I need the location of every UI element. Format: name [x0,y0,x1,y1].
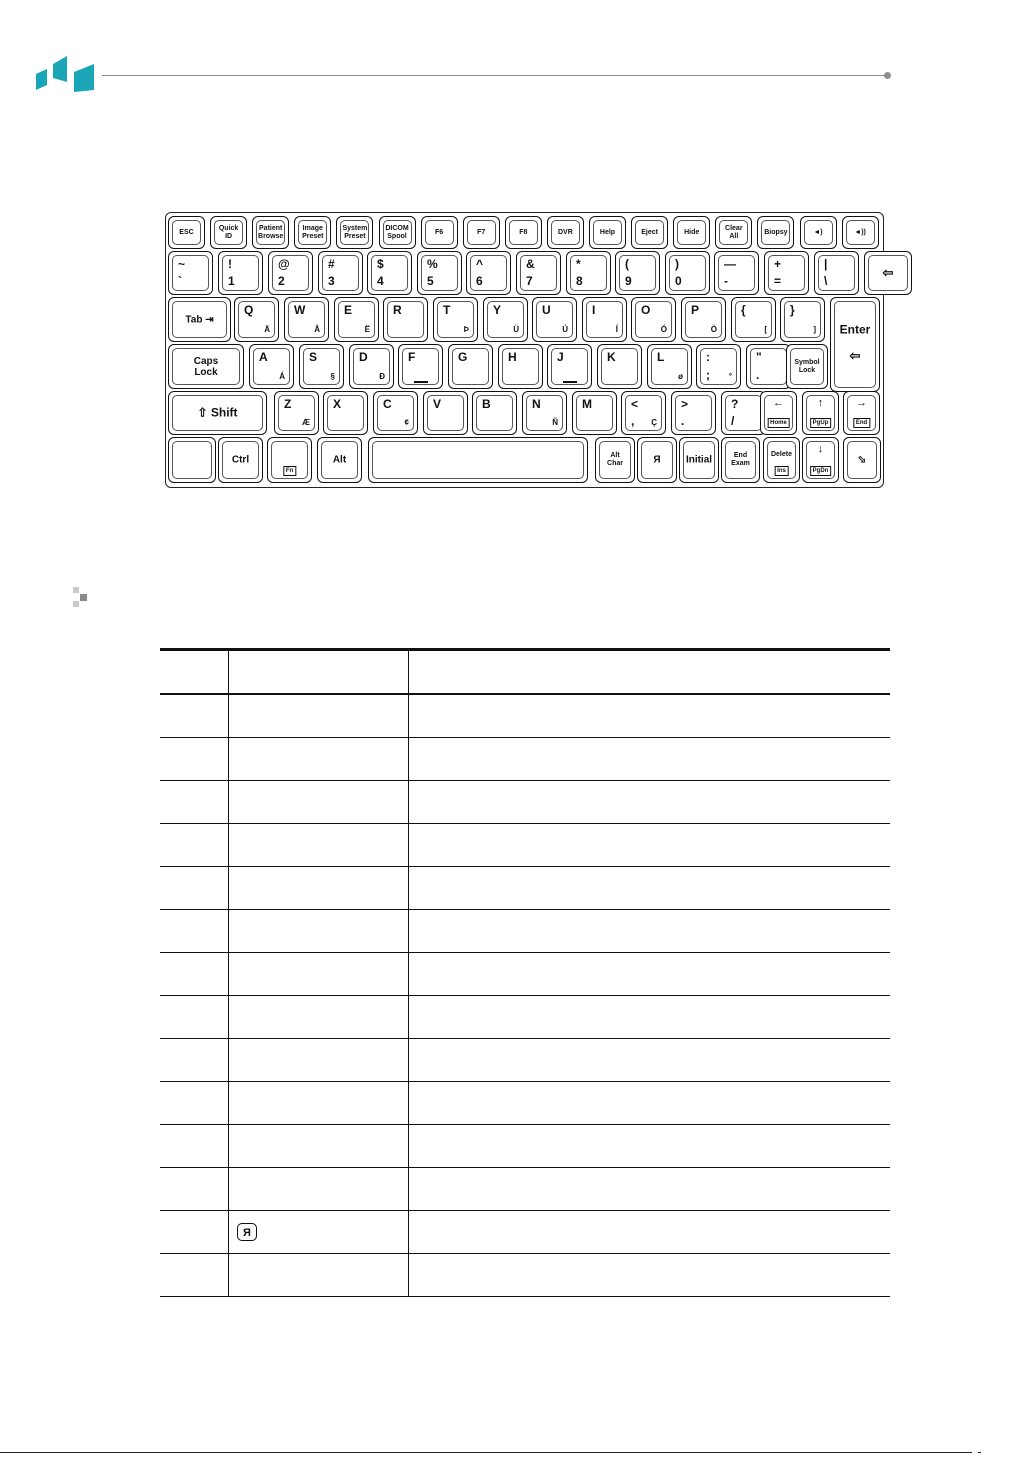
key-alt-label: Ç [651,418,657,427]
key-row4-8 [597,344,642,389]
key-volume-16 [842,216,879,249]
key-row4-12 [786,344,828,389]
table-cell [160,1254,229,1297]
key-sub-label: PgUp [810,418,832,428]
table-cell [160,996,229,1039]
key-label: Caps Lock [193,355,219,378]
key-row5-0 [168,391,267,435]
key-alt-label: [ [764,325,767,334]
key-row3-2 [284,297,329,342]
key-row5-5 [472,391,517,435]
key-hide [673,216,710,249]
key-top-label: } [790,303,795,317]
key-top-label: U [542,303,551,317]
key-alt-label: ° [728,372,732,381]
key-top-label: J [557,350,564,364]
key-label: Delete [770,450,792,458]
key-number-0 [168,251,213,295]
key-alt-label: Æ [302,418,310,427]
backspace-icon: ⇦ [882,265,894,280]
key-patient-browse [252,216,289,249]
key-bottom-label: 5 [427,274,434,288]
key-label: Eject [641,228,658,236]
key-label: Help [599,228,616,236]
key-top-label: > [681,397,689,411]
key-row5-2 [323,391,368,435]
key-top-label: M [582,397,592,411]
key-alt-label: ø [678,372,683,381]
key-row6-6 [637,437,677,483]
key-label: System Preset [342,224,368,240]
table-row [160,738,890,781]
key-row4-6 [498,344,543,389]
key-row5-13 [843,391,880,435]
table-cell [409,996,891,1039]
key-top-label: ) [675,257,679,271]
section-bullet-icon [73,587,95,609]
key-top-label: Z [284,397,292,411]
key-number-7 [516,251,561,295]
table-cell [160,694,229,738]
key-top-label: B [482,397,491,411]
key-label: Alt [332,454,347,466]
key-top-label: C [383,397,392,411]
key-label: End Exam [731,452,750,467]
key-sub-label: Home [767,418,790,428]
key-number-8 [566,251,611,295]
key-number-4 [367,251,412,295]
key-row6-7 [679,437,719,483]
key-row3-6 [483,297,528,342]
table-cell [409,1082,891,1125]
table-cell [160,781,229,824]
key-label: Я [653,454,661,466]
key-bottom-label: ; [706,368,710,382]
table-row [160,1168,890,1211]
table-cell [160,1039,229,1082]
key-image-preset [294,216,331,249]
key-top-label: D [359,350,368,364]
key-row4-7 [547,344,592,389]
key-row3-5 [433,297,478,342]
key-sub-label: Fn [283,466,296,476]
key-row5-12 [802,391,839,435]
key-row6-10 [802,437,839,483]
key-row6-3 [317,437,362,483]
key-top-label: ^ [476,257,484,271]
key-f6 [421,216,458,249]
key-top-label: T [443,303,451,317]
key-label: ⬂ [857,454,867,466]
key-top-label: O [641,303,651,317]
key-top-label: " [756,350,762,364]
key-bottom-label: , [631,414,635,428]
table-row [160,824,890,867]
key-quick-id [210,216,247,249]
key-number-10 [665,251,710,295]
key-top-label: P [691,303,700,317]
table-cell [160,1125,229,1168]
footer-tick [978,1452,981,1453]
arrow-icon: → [856,397,867,409]
key-top-label: H [508,350,517,364]
table-row [160,1039,890,1082]
key-row6-9 [763,437,800,483]
key-number-13 [814,251,859,295]
key-number-3 [318,251,363,295]
table-cell [409,953,891,996]
key-bottom-label: - [724,274,728,288]
table-cell [160,1168,229,1211]
key-row3-3 [334,297,379,342]
header-dot [884,72,891,79]
table-cell [409,694,891,738]
key-row6-2 [267,437,312,483]
key-label: Patient Browse [258,224,284,240]
table-cell [229,781,409,824]
key-esc [168,216,205,249]
key-top-label: A [259,350,268,364]
key-top-label: ( [625,257,629,271]
key-row3-7 [532,297,577,342]
header-rule [102,75,886,76]
key-top-label: — [724,257,736,271]
key-top-label: E [344,303,353,317]
key-number-5 [417,251,462,295]
key-row3-8 [582,297,627,342]
key-row3-11 [731,297,776,342]
table-row [160,953,890,996]
key-row5-11 [760,391,797,435]
key-alt-label: Á [279,372,285,381]
key-row6-4 [368,437,588,483]
table-cell [229,738,409,781]
key-volume-15 [800,216,837,249]
table-cell [229,1082,409,1125]
key-top-label: ! [228,257,232,271]
key-label: ◄) [813,228,823,236]
key-label: ◄)) [854,228,866,236]
arrow-icon: ← [773,397,784,409]
table-row [160,867,890,910]
key-label: Enter [839,322,871,337]
key-alt-label: ] [813,325,816,334]
key-label: Quick ID [218,224,239,240]
key-row6-1 [218,437,263,483]
key-label: DICOM Spool [385,224,409,240]
table-cell [409,910,891,953]
key-row4-4 [398,344,443,389]
key-row3-10 [681,297,726,342]
key-bottom-label: 0 [675,274,682,288]
key-bottom-label: 1 [228,274,235,288]
table-cell [229,824,409,867]
table-cell [229,996,409,1039]
key-top-label: V [433,397,442,411]
key-bottom-label: 2 [278,274,285,288]
key-row5-4 [423,391,468,435]
table-cell [409,1039,891,1082]
key-row3-0 [168,297,231,342]
key-row4-0 [168,344,244,389]
key-top-label: G [458,350,468,364]
key-number-9 [615,251,660,295]
key-function-table [160,648,890,1297]
table-cell [229,1254,409,1297]
table-row [160,1254,890,1297]
key-number-2 [268,251,313,295]
key-top-label: # [328,257,335,271]
key-top-label: R [393,303,402,317]
key-row5-1 [274,391,319,435]
arrow-icon: ↑ [817,397,824,409]
key-label: F7 [477,228,486,236]
brand-logo-icon [36,52,98,94]
key-label: F6 [435,228,444,236]
key-alt-label: Þ [463,325,469,334]
table-cell [160,738,229,781]
key-top-label: @ [278,257,290,271]
table-cell [229,867,409,910]
key-label: Hide [684,228,700,236]
key-bottom-label: 9 [625,274,632,288]
table-cell [229,1039,409,1082]
key-f8 [505,216,542,249]
hotkey-icon: Я [237,1223,257,1241]
key-bottom-label: 7 [526,274,533,288]
key-top-label: + [774,257,782,271]
key-row3-9 [631,297,676,342]
table-cell [229,1125,409,1168]
key-enter [830,297,880,392]
key-row3-1 [234,297,279,342]
key-top-label: < [631,397,639,411]
key-row5-6 [522,391,567,435]
table-row [160,910,890,953]
key-top-label: | [824,257,828,271]
key-bottom-label: / [731,414,735,428]
key-label: F8 [519,228,528,236]
key-top-label: Q [244,303,254,317]
table-cell [409,867,891,910]
key-row4-1 [249,344,294,389]
key-bottom-label: ` [178,274,182,288]
key-row4-10 [696,344,741,389]
key-row5-7 [572,391,617,435]
key-top-label: K [607,350,616,364]
key-bottom-label: . [756,368,760,382]
key-label: Initial [685,454,713,466]
key-row6-5 [595,437,635,483]
key-alt-label: Ä [264,325,270,334]
header-no [160,650,229,695]
table-cell [409,1254,891,1297]
key-row4-3 [349,344,394,389]
key-dvr [547,216,584,249]
table-cell [160,867,229,910]
table-cell [229,694,409,738]
table-cell [409,1168,891,1211]
table-row [160,1082,890,1125]
key-label: ESC [179,228,194,236]
key-number-14 [864,251,912,295]
key-alt-label: Ü [513,325,519,334]
key-alt-label: Ð [379,372,385,381]
table-row [160,694,890,738]
footer-rule [0,1452,972,1453]
key-row6-8 [721,437,760,483]
key-top-label: ? [731,397,739,411]
key-number-11 [714,251,759,295]
key-number-1 [218,251,263,295]
key-alt-label: Í [615,325,618,334]
key-top-label: F [408,350,416,364]
key-top-label: ~ [178,257,186,271]
key-label: DVR [558,228,573,236]
key-bottom-label: 8 [576,274,583,288]
key-top-label: { [741,303,746,317]
key-number-12 [764,251,809,295]
key-help [589,216,626,249]
home-row-bump [414,381,428,383]
key-sub-label: PgDn [810,466,832,476]
key-row3-12 [780,297,825,342]
table-cell [160,910,229,953]
key-alt-label: Ö [710,325,717,334]
key-top-label: W [294,303,306,317]
key-row5-9 [671,391,716,435]
table-cell [409,1125,891,1168]
table-cell [409,738,891,781]
key-alt-label: Ë [364,325,370,334]
key-alt-label: Ñ [552,418,558,427]
key-eject [631,216,668,249]
key-row6-0 [168,437,216,483]
table-row [160,781,890,824]
key-top-label: I [592,303,596,317]
table-cell [229,953,409,996]
enter-arrow-icon: ⇦ [849,347,861,363]
key-row4-11 [746,344,791,389]
key-row4-5 [448,344,493,389]
key-row5-3 [373,391,418,435]
table-cell [409,781,891,824]
key-bottom-label: 6 [476,274,483,288]
arrow-down-icon: ↓ [817,443,824,455]
table-cell [160,824,229,867]
key-row3-4 [383,297,428,342]
key-row6-11 [843,437,881,483]
table-row [160,1125,890,1168]
key-top-label: & [526,257,535,271]
key-bottom-label: 4 [377,274,384,288]
table-row [160,1211,890,1254]
table-cell [160,1082,229,1125]
key-label: Alt Char [607,452,623,467]
key-biopsy [757,216,794,249]
table-cell [160,953,229,996]
key-alt-label: ¢ [404,418,409,427]
table-cell [409,1211,891,1254]
table-cell [229,1211,409,1254]
table-cell [229,910,409,953]
key-label: Image Preset [302,224,324,240]
key-f7 [463,216,500,249]
key-bottom-label: \ [824,274,828,288]
key-label: ⇧ Shift [197,405,238,420]
key-alt-label: § [330,372,335,381]
header-description [409,650,891,695]
key-top-label: N [532,397,541,411]
key-number-6 [466,251,511,295]
keyboard-diagram [165,212,894,488]
key-clear-all [715,216,752,249]
key-alt-label: Ó [660,325,667,334]
key-bottom-label: = [774,274,782,288]
key-row4-9 [647,344,692,389]
key-sub-label: Ins [774,466,789,476]
key-top-label: % [427,257,438,271]
table-cell [409,824,891,867]
key-row4-2 [299,344,344,389]
key-row5-8 [621,391,666,435]
key-system-preset [336,216,373,249]
table-cell [229,1168,409,1211]
key-label: Symbol Lock [794,358,820,374]
table-header-row [160,650,890,695]
key-label: Clear All [725,224,743,240]
key-label: Biopsy [764,228,788,236]
key-bottom-label: 3 [328,274,335,288]
key-top-label: Y [493,303,502,317]
key-bottom-label: . [681,414,685,428]
key-top-label: S [309,350,318,364]
header-key [229,650,409,695]
key-top-label: * [576,257,581,271]
key-top-label: X [333,397,342,411]
key-label: Tab ⇥ [185,314,214,325]
table-row [160,996,890,1039]
key-alt-label: Å [314,325,320,334]
key-dicom-spool [379,216,416,249]
home-row-bump [563,381,577,383]
key-sub-label: End [853,418,870,428]
key-top-label: : [706,350,710,364]
key-top-label: L [657,350,665,364]
table-cell [160,1211,229,1254]
key-label: Ctrl [231,454,250,466]
key-top-label: $ [377,257,384,271]
key-alt-label: Ú [562,325,568,334]
